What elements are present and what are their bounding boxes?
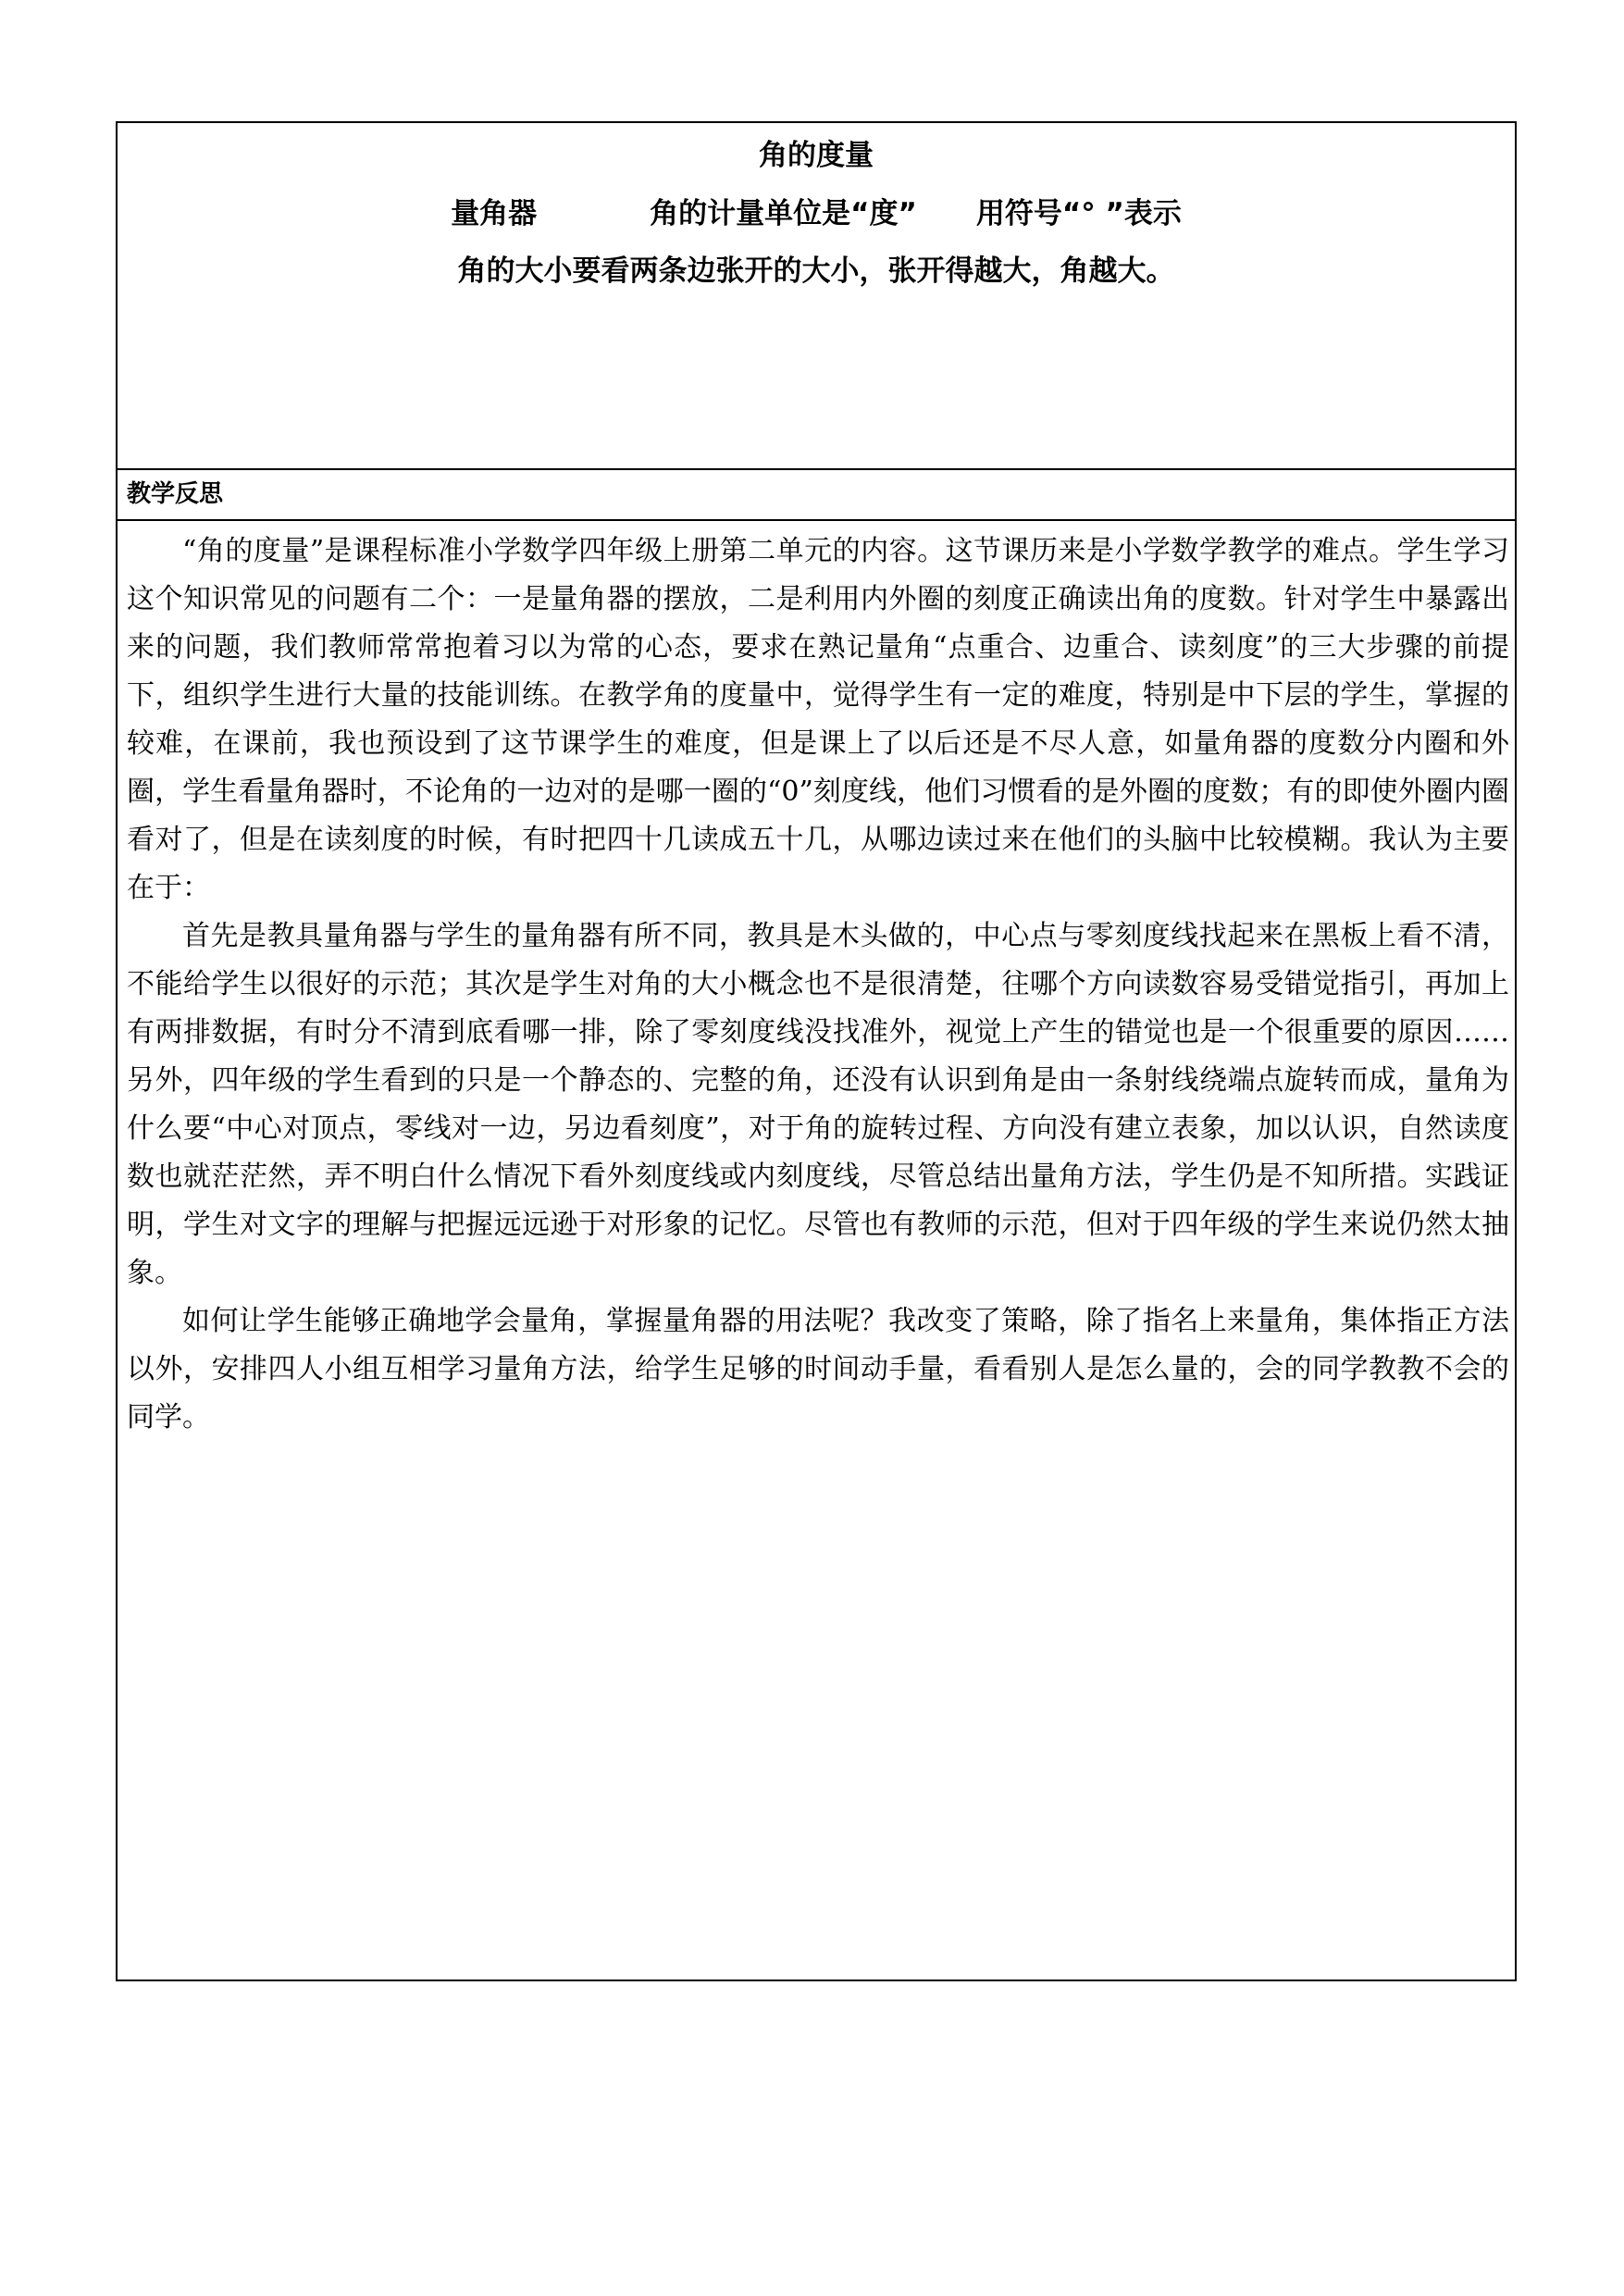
reflection-heading: 教学反思 <box>127 480 224 508</box>
reflection-paragraph-1: “角的度量”是课程标准小学数学四年级上册第二单元的内容。这节课历来是小学数学教学的难点。学生学习这个知识常见的问题有二个：一是量角器的摆放，二是利用内外圈的刻度正确读出角的度数。针对学生中暴露出来的问题，我们教师常常抱着习以为常的心态，要求在熟记量角“点重合、边重合、读刻度”的三大步骤的前提下，组织学生进行大量的技能训练。在教学角的度量中，觉得学生有一定的难度，特别是中下层的学生，掌握的较难，在课前，我也预设到了这节课学生的难度，但是课上了以后还是不尽人意，如量角器的度数分内圈和外圈，学生看量角器时，不论角的一边对的是哪一圈的“0”刻度线，他们习惯看的是外圈的度数；有的即使外圈内圈看对了，但是在读刻度的时候，有时把四十几读成五十几，从哪边读过来在他们的头脑中比较模糊。我认为主要在于： <box>127 535 1509 904</box>
lesson-table <box>116 121 1517 1981</box>
reflection-heading-row <box>118 470 1515 521</box>
board-title: 角的度量 <box>759 139 874 172</box>
board-symbol-text: 用符号“° ”表示 <box>975 197 1182 230</box>
board-tool-text: 量角器 <box>451 197 538 230</box>
reflection-paragraph-3: 如何让学生能够正确地学会量角，掌握量角器的用法呢？我改变了策略，除了指名上来量角，集体指正方法以外，安排四人小组互相学习量角方法，给学生足够的时间动手量，看看别人是怎么量的，会的同学教教不会的同学。 <box>127 1305 1509 1433</box>
board-angle-size-text: 角的大小要看两条边张开的大小，张开得越大，角越大。 <box>457 254 1175 288</box>
reflection-body <box>127 527 1509 1442</box>
blackboard-section <box>118 123 1515 470</box>
reflection-paragraph-2: 首先是教具量角器与学生的量角器有所不同，教具是木头做的，中心点与零刻度线找起来在黑板上看不清，不能给学生以很好的示范；其次是学生对角的大小概念也不是很清楚，往哪个方向读数容易受错觉指引，再加上有两排数据，有时分不清到底看哪一排，除了零刻度线没找准外，视觉上产生的错觉也是一个很重要的原因……另外，四年级的学生看到的只是一个静态的、完整的角，还没有认识到角是由一条射线绕端点旋转而成，量角为什么要“中心对顶点，零线对一边，另边看刻度”，对于角的旋转过程、方向没有建立表象，加以认识，自然读度数也就茫茫然，弄不明白什么情况下看外刻度线或内刻度线，尽管总结出量角方法，学生仍是不知所措。实践证明，学生对文字的理解与把握远远逊于对形象的记忆。尽管也有教师的示范，但对于四年级的学生来说仍然太抽象。 <box>127 920 1509 1289</box>
board-unit-text: 角的计量单位是“度” <box>650 197 917 230</box>
board-line-tool-unit <box>118 195 1515 232</box>
